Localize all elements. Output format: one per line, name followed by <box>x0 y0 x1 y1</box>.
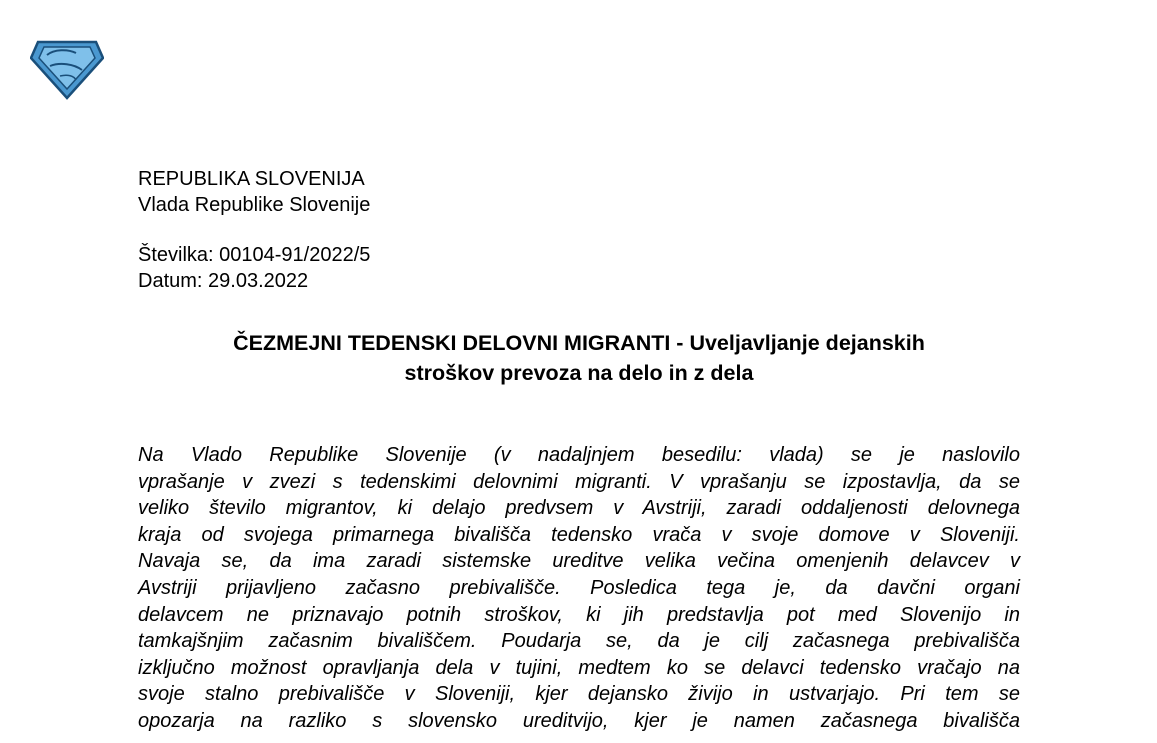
country-name: REPUBLIKA SLOVENIJA <box>138 168 365 190</box>
body-line: Avstriji prijavljeno začasno prebivališče. Posledica tega je, da davčni organi <box>138 576 1020 599</box>
body-line: Navaja se, da ima zaradi sistemske ureditve velika večina omenjenih delavcev v <box>138 550 1020 573</box>
title-line-1: ČEZMEJNI TEDENSKI DELOVNI MIGRANTI - Uveljavljanje dejanskih <box>233 331 925 355</box>
body-line: delavcem ne priznavajo potnih stroškov, ki jih predstavlja pot med Slovenijo in <box>138 603 1020 626</box>
body-line: Na Vlado Republike Slovenije (v nadaljnjem besedilu: vlada) se je naslovilo <box>138 444 1020 466</box>
body-line: kraja od svojega primarnega bivališča tedensko vrača v svoje domove v Sloveniji. <box>138 523 1020 546</box>
document-number: Številka: 00104-91/2022/5 <box>138 244 371 266</box>
body-line: tamkajšnjim začasnim bivališčem. Poudarja se, da je cilj začasnega prebivališča <box>138 630 1020 653</box>
document-date: Datum: 29.03.2022 <box>138 270 309 292</box>
body-line: izključno možnost opravljanja dela v tujini, medtem ko se delavci tedensko vračajo na <box>138 656 1020 679</box>
document-header <box>138 166 370 294</box>
body-line: vprašanje v zvezi s tedenskimi delovnimi migranti. V vprašanju se izpostavlja, da se <box>138 470 1020 493</box>
title-line-2: stroškov prevoza na delo in z dela <box>404 361 754 385</box>
government-logo-icon <box>30 40 104 100</box>
institution-name: Vlada Republike Slovenije <box>138 194 371 216</box>
body-line: svoje stalno prebivališče v Sloveniji, kjer dejansko živijo in ustvarjajo. Pri tem se <box>138 683 1020 706</box>
body-line: veliko število migrantov, ki delajo predvsem v Avstriji, zaradi oddaljenosti delovnega <box>138 497 1020 520</box>
body-line: opozarja na razliko s slovensko ureditvijo, kjer je namen začasnega bivališča <box>138 709 1020 732</box>
document-title <box>138 328 1020 388</box>
body-paragraph <box>138 442 1020 735</box>
